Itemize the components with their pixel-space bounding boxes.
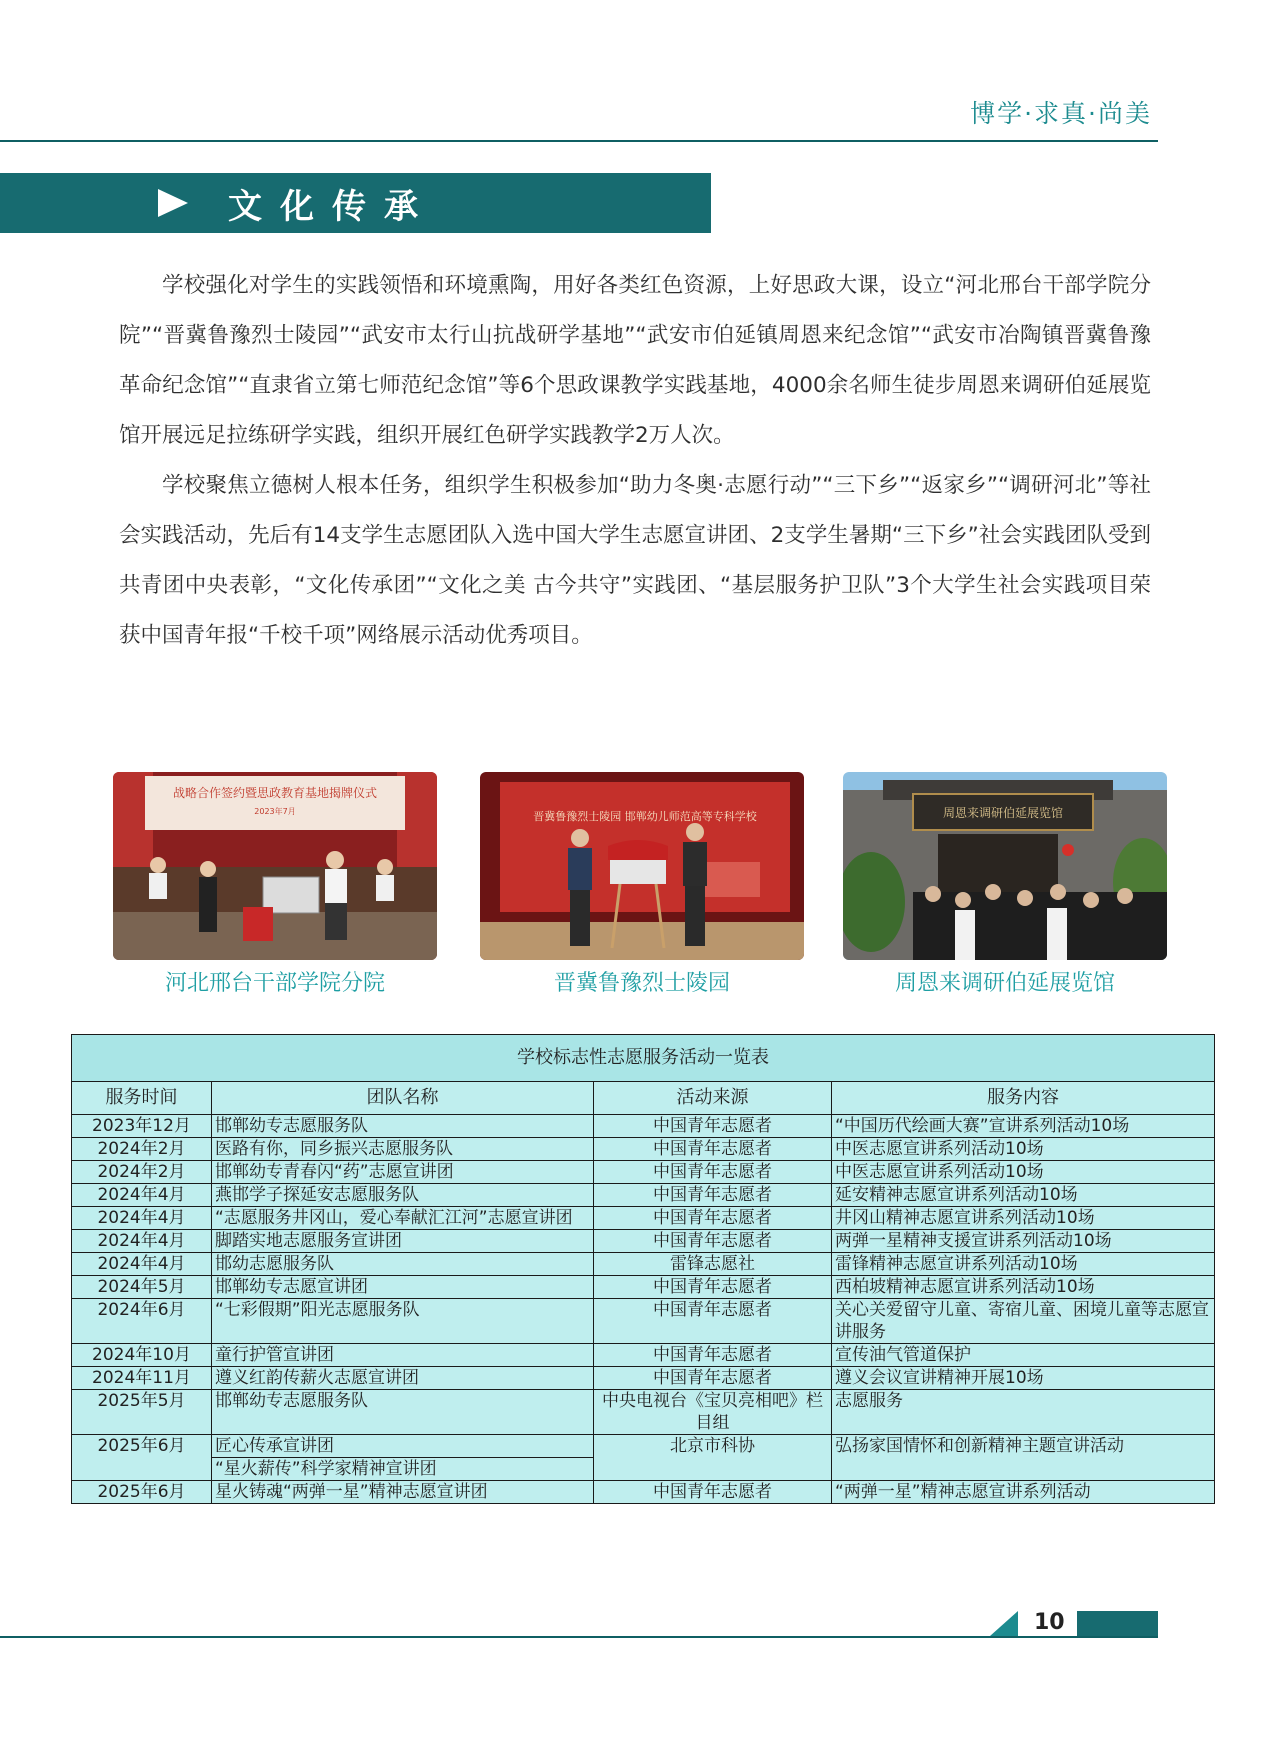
table-row [72,1207,1215,1230]
table-cell: 2025年6月 [72,1435,212,1481]
table-title: 学校标志性志愿服务活动一览表 [72,1035,1215,1082]
table-cell: 童行护管宣讲团 [212,1344,594,1367]
table-cell: “七彩假期”阳光志愿服务队 [212,1299,594,1344]
photo-banner-date: 2023年7月 [254,807,296,816]
header-divider [0,140,1158,142]
table-row [72,1367,1215,1390]
table-cell: 2024年4月 [72,1230,212,1253]
table-cell: 宣传油气管道保护 [832,1344,1215,1367]
table-cell: 志愿服务 [832,1390,1215,1435]
table-cell: 2024年11月 [72,1367,212,1390]
table-header-row [72,1082,1215,1115]
table-cell: 2024年4月 [72,1207,212,1230]
table-cell: 中国青年志愿者 [594,1299,832,1344]
footer-divider [0,1636,1158,1638]
photo-caption: 河北邢台干部学院分院 [164,971,385,996]
volunteer-activity-table [71,1034,1215,1504]
column-header: 服务内容 [832,1082,1215,1115]
table-cell: 邯郸幼专志愿宣讲团 [212,1276,594,1299]
table-cell: 邯郸幼专志愿服务队 [212,1115,594,1138]
photo-martyrs-cemetery [480,772,804,960]
table-cell: 中国青年志愿者 [594,1481,832,1504]
photo-zhou-enlai-exhibition-hall [843,772,1167,960]
photo-plaque-text: 周恩来调研伯延展览馆 [942,806,1064,820]
column-header: 团队名称 [212,1082,594,1115]
table-cell: 2025年5月 [72,1390,212,1435]
table-cell: 井冈山精神志愿宣讲系列活动10场 [832,1207,1215,1230]
table-cell: 医路有你，同乡振兴志愿服务队 [212,1138,594,1161]
table-row [72,1115,1215,1138]
table-row [72,1344,1215,1367]
table-cell: 中国青年志愿者 [594,1230,832,1253]
table-row [72,1230,1215,1253]
table-row [72,1435,1215,1458]
table-row [72,1299,1215,1344]
table-cell: 2024年2月 [72,1138,212,1161]
table-row [72,1253,1215,1276]
table-cell: 燕邯学子探延安志愿服务队 [212,1184,594,1207]
table-cell: 中医志愿宣讲系列活动10场 [832,1138,1215,1161]
photo-banner-text: 晋冀鲁豫烈士陵园 邯郸幼儿师范高等专科学校 [533,810,757,823]
arrow-right-icon [158,189,188,217]
table-row [72,1161,1215,1184]
table-row [72,1481,1215,1504]
table-row [72,1390,1215,1435]
photo-banner-text: 战略合作签约暨思政教育基地揭牌仪式 [172,786,378,800]
paragraph: 学校强化对学生的实践领悟和环境熏陶，用好各类红色资源，上好思政大课，设立“河北邢台干部学院分院”“晋冀鲁豫烈士陵园”“武安市太行山抗战研学基地”“武安市伯延镇周恩来纪念馆”“武安市冶陶镇晋冀鲁豫革命纪念馆”“直隶省立第七师范纪念馆”等6个思政课教学实践基地，4000余名师生徒步周恩来调研伯延展览馆开展远足拉练研学实践，组织开展红色研学实践教学2万人次。 [119,273,1151,448]
table-row [72,1276,1215,1299]
table-cell: “星火薪传”科学家精神宣讲团 [212,1458,594,1481]
column-header: 活动来源 [594,1082,832,1115]
table-cell: 中国青年志愿者 [594,1184,832,1207]
table-cell: 2024年5月 [72,1276,212,1299]
table-cell: 关心关爱留守儿童、寄宿儿童、困境儿童等志愿宣讲服务 [832,1299,1215,1344]
table-cell: 弘扬家国情怀和创新精神主题宣讲活动 [832,1435,1215,1481]
table-cell: 西柏坡精神志愿宣讲系列活动10场 [832,1276,1215,1299]
table-cell: 星火铸魂“两弹一星”精神志愿宣讲团 [212,1481,594,1504]
table-cell: 中医志愿宣讲系列活动10场 [832,1161,1215,1184]
table-cell: 邯幼志愿服务队 [212,1253,594,1276]
table-cell: 匠心传承宣讲团 [212,1435,594,1458]
photo-caption: 周恩来调研伯延展览馆 [894,971,1115,996]
table-cell: “志愿服务井冈山，爱心奉献汇江河”志愿宣讲团 [212,1207,594,1230]
table-cell: 延安精神志愿宣讲系列活动10场 [832,1184,1215,1207]
footer-triangle-decoration [990,1611,1018,1636]
table-cell: 2024年4月 [72,1253,212,1276]
table-cell: “两弹一星”精神志愿宣讲系列活动 [832,1481,1215,1504]
footer-block-decoration [1077,1611,1158,1636]
table-row [72,1184,1215,1207]
table-cell: 遵义红韵传薪火志愿宣讲团 [212,1367,594,1390]
table-cell: 中央电视台《宝贝亮相吧》栏目组 [594,1390,832,1435]
table-cell: 脚踏实地志愿服务宣讲团 [212,1230,594,1253]
table-cell: 2023年12月 [72,1115,212,1138]
section-banner [0,173,711,233]
table-cell: 中国青年志愿者 [594,1138,832,1161]
section-title: 文化传承 [228,186,436,227]
table-cell: 两弹一星精神支援宣讲系列活动10场 [832,1230,1215,1253]
photo-xingtai-cadre-college [113,772,437,960]
table-cell: 遵义会议宣讲精神开展10场 [832,1367,1215,1390]
table-cell: 中国青年志愿者 [594,1276,832,1299]
table-cell: 邯郸幼专志愿服务队 [212,1390,594,1435]
table-cell: 2025年6月 [72,1481,212,1504]
table-cell: 中国青年志愿者 [594,1344,832,1367]
table-row [72,1138,1215,1161]
table-cell: 北京市科协 [594,1435,832,1481]
table-cell: 2024年2月 [72,1161,212,1184]
body-text [119,261,1151,661]
table-cell: 2024年6月 [72,1299,212,1344]
paragraph: 学校聚焦立德树人根本任务，组织学生积极参加“助力冬奥·志愿行动”“三下乡”“返家乡”“调研河北”等社会实践活动，先后有14支学生志愿团队入选中国大学生志愿宣讲团、2支学生暑期“三下乡”社会实践团队受到共青团中央表彰，“文化传承团”“文化之美 古今共守”实践团、“基层服务护卫队”3个大学生社会实践项目荣获中国青年报“千校千项”网络展示活动优秀项目。 [119,473,1151,648]
table-cell: 中国青年志愿者 [594,1367,832,1390]
table-cell: “中国历代绘画大赛”宣讲系列活动10场 [832,1115,1215,1138]
table-cell: 2024年10月 [72,1344,212,1367]
header-motto: 博学·求真·尚美 [970,99,1152,128]
table-cell: 雷锋精神志愿宣讲系列活动10场 [832,1253,1215,1276]
table-cell: 邯郸幼专青春闪“药”志愿宣讲团 [212,1161,594,1184]
table-cell: 雷锋志愿社 [594,1253,832,1276]
table-cell: 中国青年志愿者 [594,1161,832,1184]
column-header: 服务时间 [72,1082,212,1115]
page-number: 10 [1034,1610,1065,1635]
photo-caption: 晋冀鲁豫烈士陵园 [553,971,730,996]
table-cell: 2024年4月 [72,1184,212,1207]
table-cell: 中国青年志愿者 [594,1115,832,1138]
table-cell: 中国青年志愿者 [594,1207,832,1230]
